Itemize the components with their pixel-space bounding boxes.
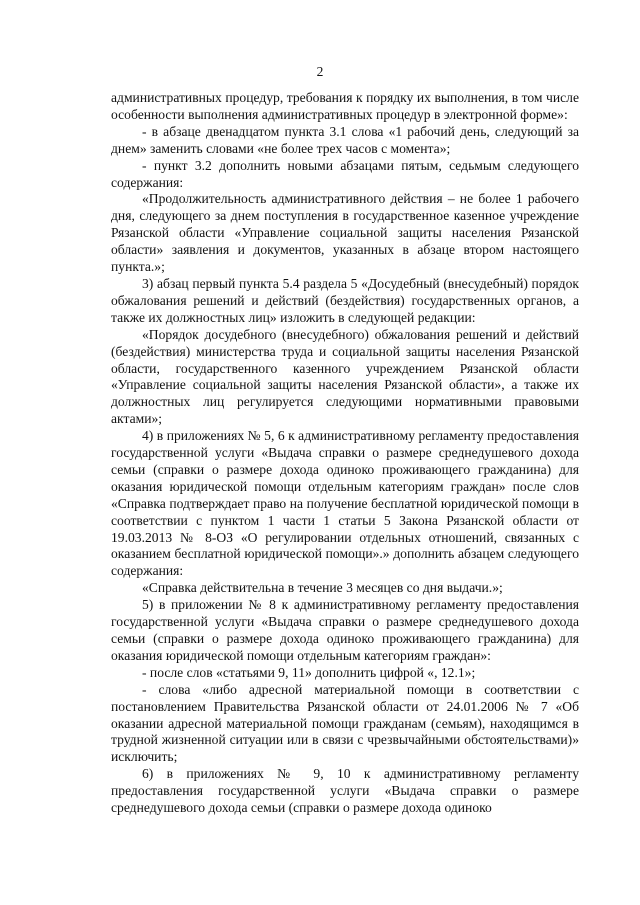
- paragraph: 5) в приложении № 8 к административному регламенту предоставления государственной услуги «Выдача справки о размере среднедушевого дохода семьи (справки о размере дохода одиноко проживающего гражданина) для оказания юридической помощи отдельным категориям граждан»:: [111, 597, 579, 663]
- paragraph: «Порядок досудебного (внесудебного) обжалования решений и действий (бездействия) министерства труда и социальной защиты населения Рязанской области, государственного казенного учреждением Рязанской области «Управление социальной защиты населения Рязанской области», а также их должностных лиц регулируется следующими нормативными правовыми актами»;: [111, 326, 579, 427]
- paragraph: - в абзаце двенадцатом пункта 3.1 слова «1 рабочий день, следующий за днем» заменить словами «не более трех часов с момента»;: [111, 123, 579, 156]
- paragraph: 6) в приложениях № 9, 10 к административному регламенту предоставления государственной услуги «Выдача справки о размере среднедушевого дохода семьи (справки о размере дохода одиноко: [111, 766, 579, 816]
- paragraph: административных процедур, требования к порядку их выполнения, в том числе особенности выполнения административных процедур в электронной форме»:: [111, 90, 579, 122]
- document-body: [111, 90, 579, 817]
- paragraph: «Справка действительна в течение 3 месяцев со дня выдачи.»;: [142, 580, 503, 596]
- paragraph: - пункт 3.2 дополнить новыми абзацами пятым, седьмым следующего содержания:: [111, 157, 579, 190]
- paragraph: 4) в приложениях № 5, 6 к административному регламенту предоставления государственной услуги «Выдача справки о размере среднедушевого дохода семьи (справки о размере дохода одиноко проживающего гражданина) для оказания юридической помощи отдельным категориям граждан» после слов «Справка подтверждает право на получение бесплатной юридической помощи в соответствии с пунктом 1 части 1 статьи 5 Закона Рязанской области от 19.03.2013 № 8-ОЗ «О регулировании отдельных отношений, связанных с оказанием бесплатной юридической помощи».» дополнить абзацем следующего содержания:: [111, 428, 579, 579]
- page-number: 2: [316, 64, 324, 79]
- paragraph: «Продолжительность административного действия – не более 1 рабочего дня, следующего за днем поступления в государственное казенное учреждение Рязанской области «Управление социальной защиты населения Рязанской области» заявления и документов, указанных в абзаце втором настоящего пункта.»;: [111, 191, 579, 275]
- paragraph: 3) абзац первый пункта 5.4 раздела 5 «Досудебный (внесудебный) порядок обжалования решений и действий (бездействия) государственных органов, а также их должностных лиц» изложить в следующей редакции:: [111, 275, 579, 325]
- paragraph: - после слов «статьями 9, 11» дополнить цифрой «, 12.1»;: [142, 664, 476, 680]
- paragraph: - слова «либо адресной материальной помощи в соответствии с постановлением Правительства Рязанской области от 24.01.2006 № 7 «Об оказании адресной материальной помощи гражданам (семьям), находящимся в трудной жизненной ситуации или в связи с чрезвычайными обстоятельствами)» исключить;: [111, 681, 579, 765]
